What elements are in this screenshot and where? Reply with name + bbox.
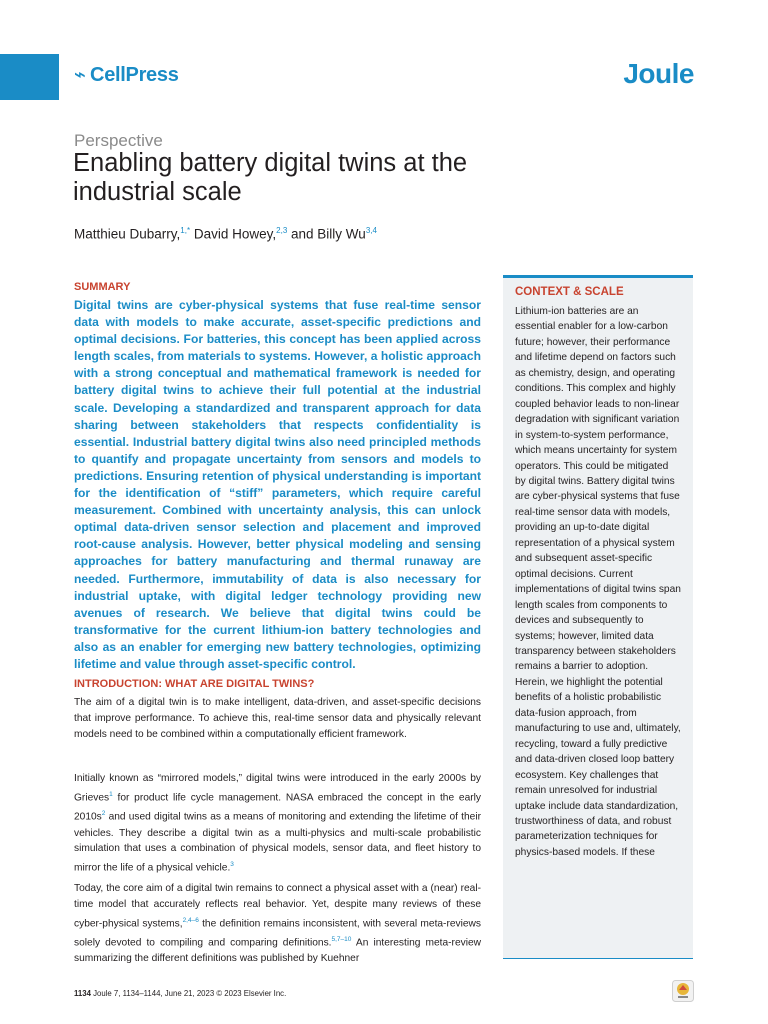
- author-name[interactable]: David Howey,: [193, 226, 277, 242]
- footer-citation: Joule 7, 1134–1144, June 21, 2023 © 2023 Elsevier Inc.: [93, 989, 287, 998]
- citation-ref[interactable]: 2,4–6: [182, 916, 199, 924]
- publisher-name: CellPress: [90, 64, 179, 86]
- context-text: Lithium-ion batteries are an essential enabler for a low-carbon future; however, their performance and lifetime depend on factors such as chemistry, design, and operating conditions. This complex and highly coupled behavior leads to non-linear degradation with significant variation in system-to-system performance, which means uncertainty for system operators. This could be mitigated by digital twins. Battery digital twins are cyber-physical systems that fuse real-time sensor data with models, providing an up-to-date digital representation of a physical system and subsequent asset-specific optimal decisions. Current implementations of digital twins span length scales from components to devices and subsequently to systems; however, limited data transparency between stakeholders remains a barrier to adoption. Herein, we highlight the potential benefits of a holistic probabilistic data-fusion approach, from manufacturing to use and, ultimately, recycling, toward a fully predictive and data-driven closed loop battery ecosystem. Key challenges that remain unresolved for industrial uptake include data standardization, trustworthiness of data, and robust parameterization techniques for physics-based models. If these: [515, 306, 681, 858]
- paragraph-text: Today, the core aim of a digital twin remains to connect a physical asset with a (near) real-time model that accurately reflects real behavior. Yet, despite many reviews of these cyber-physical systems,: [74, 883, 481, 930]
- page-number: 1134: [74, 989, 91, 998]
- publisher-logo[interactable]: [74, 64, 179, 86]
- citation-ref[interactable]: 5,7–10: [331, 936, 352, 944]
- journal-logo[interactable]: Joule: [623, 58, 694, 89]
- summary-text: Digital twins are cyber-physical systems that fuse real-time sensor data with models to make accurate, asset-specific predictions and optimal decisions. For batteries, this concept has been applied across length scales, from materials to systems. However, a holistic approach with a strong conceptual and mathematical framework is needed for battery digital twins to achieve their full potential at the industrial scale. Developing a standardized and transparent approach for data sharing between stakeholders that respects confidentiality is essential. Industrial battery digital twins also need principled methods to quantify and propagate uncertainty from sensors and models to predictions. Ensuring retention of physical understanding is important for the identification of “stiff” parameters, which require careful measurement. Combined with uncertainty analysis, this can unlock optimal data-driven sensor selection and placement and improved root-cause analysis. However, better physical modeling and sensing approaches for battery manufacturing and thermal runaway are needed. Furthermore, immutability of data is also necessary for industrial uptake, with digital ledger technology providing new avenues of research. We believe that digital twins could be transformative for the current lithium-ion battery technologies and also as an enabler for emerging new battery technologies, optimizing lifetime and value through asset-specific control.: [74, 298, 481, 671]
- context-heading: CONTEXT & SCALE: [515, 286, 624, 298]
- summary-heading: SUMMARY: [74, 281, 131, 293]
- article-type: Perspective: [74, 131, 163, 150]
- body-paragraph: [74, 881, 481, 967]
- author-name[interactable]: Matthieu Dubarry,: [74, 226, 181, 242]
- affiliation-ref[interactable]: 1,*: [180, 226, 191, 235]
- author-name[interactable]: and Billy Wu: [291, 226, 366, 242]
- cellpress-icon: ⌁: [74, 64, 87, 86]
- page-footer: [74, 989, 286, 999]
- paragraph-text: for product life cycle management. NASA embraced the concept in the early 2010s: [74, 792, 481, 823]
- paragraph-text: An interesting meta-review summarizing the different definitions was published by Kuehner: [74, 937, 481, 965]
- paragraph-text: Initially known as “mirrored models,” digital twins were introduced in the early 2000s by Grieves: [74, 773, 481, 804]
- body-paragraph: The aim of a digital twin is to make intelligent, data-driven, and asset-specific decisions that improve performance. To achieve this, real-time sensor data and physically relevant models need to be combined within a computationally efficient framework.: [74, 697, 481, 740]
- author-list: [74, 222, 377, 244]
- article-title: Enabling battery digital twins at the industrial scale: [73, 149, 468, 206]
- citation-ref[interactable]: 3: [230, 861, 234, 869]
- paragraph-text: the definition remains inconsistent, with several meta-reviews solely devoted to compiling and comparing definitions.: [74, 918, 481, 949]
- intro-heading: INTRODUCTION: WHAT ARE DIGITAL TWINS?: [74, 678, 315, 690]
- context-scale-box: [503, 275, 693, 959]
- affiliation-ref[interactable]: 3,4: [365, 226, 377, 235]
- body-paragraph: [74, 771, 481, 877]
- affiliation-ref[interactable]: 2,3: [276, 226, 288, 235]
- header-accent-block: [0, 54, 59, 100]
- citation-ref[interactable]: 2: [101, 810, 106, 818]
- paragraph-text: and used digital twins as a means of monitoring and extending the lifetime of their vehicles. They describe a digital twin as a multi-physics and multi-scale probabilistic simulation that uses a combination of physical models, sensor data, and fleet history to mirror the life of a physical vehicle.: [74, 811, 481, 874]
- check-for-updates-icon[interactable]: [672, 980, 694, 1002]
- citation-ref[interactable]: 1: [109, 790, 113, 798]
